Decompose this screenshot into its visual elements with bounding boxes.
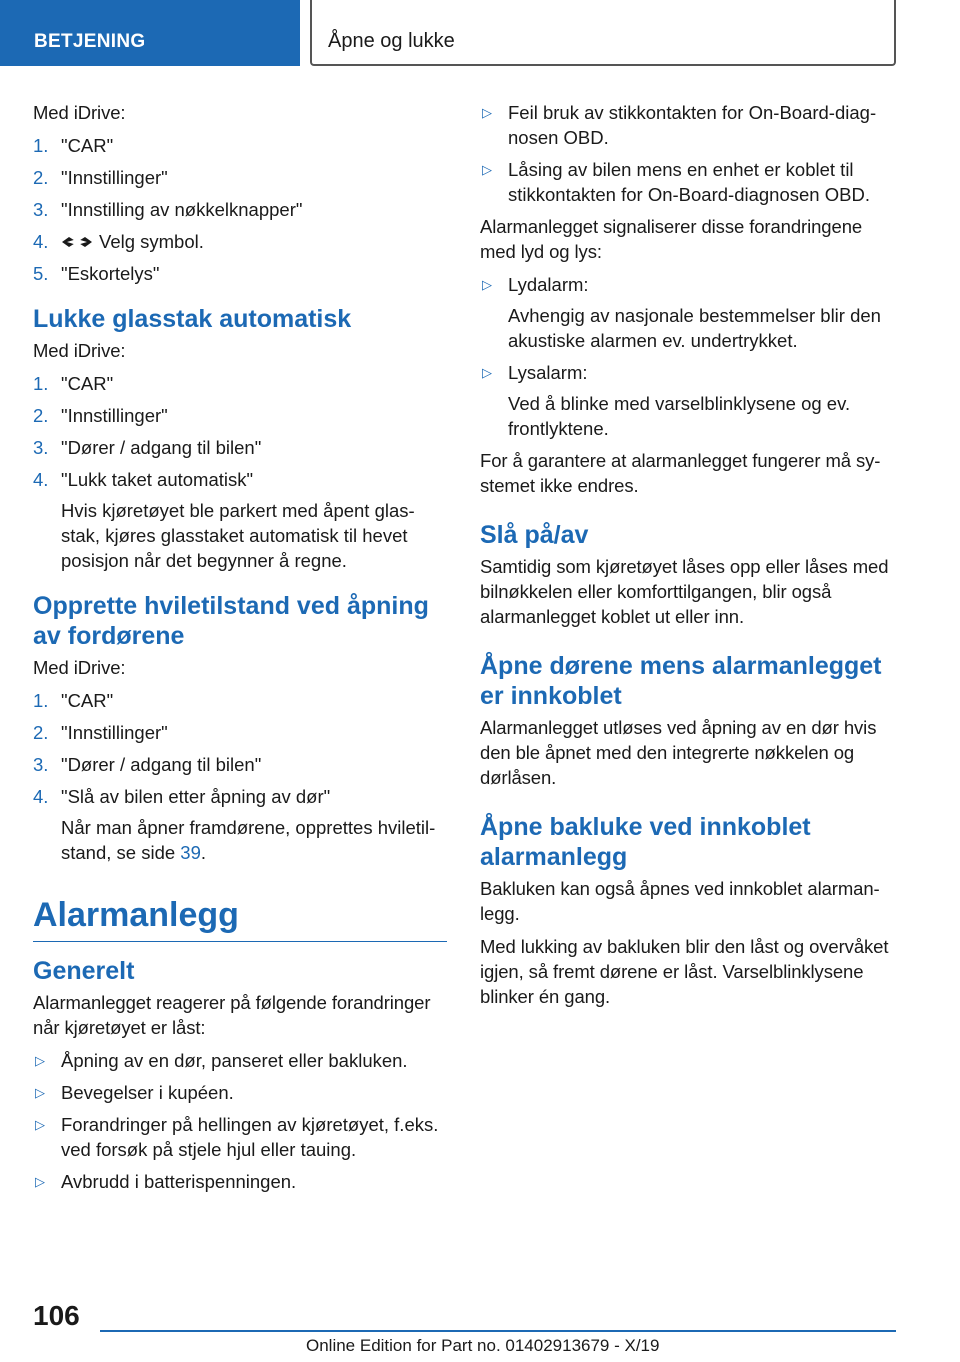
steps-list-2 [33,371,447,573]
page-reference-link[interactable]: 39 [180,842,201,863]
heading-hviletilstand: Opprette hviletilstand ved åpning av fordørene [33,592,429,650]
bullet-text: Bevegelser i kupéen. [61,1082,234,1103]
step-number: 1. [33,135,49,156]
list-item [33,1080,447,1105]
intro-idrive-2: Med iDrive: [33,340,126,361]
footer-divider [100,1330,896,1332]
step-number: 3. [33,754,49,775]
heading-aapne-bakluke: Åpne bakluke ved innkoblet alarmanlegg [480,813,811,871]
generelt-text: Alarmanlegget reagerer på følgende forandringer når kjøretøyet er låst: [33,992,431,1038]
step-text: "Lukk taket automatisk" [61,469,254,490]
intro-idrive-1: Med iDrive: [33,102,126,123]
triangle-right-icon: ▷ [35,1117,45,1132]
list-item [33,1048,447,1073]
list-item [480,100,896,150]
step-number: 3. [33,437,49,458]
step-text: "Eskortelys" [61,263,160,284]
step-number: 2. [33,405,49,426]
step-note: Hvis kjøretøyet ble parkert med åpent glasstak, kjøres glasstaket automatisk til hevet posisjon når det begynner å regne. [61,500,415,571]
heading-slaa-paa-av: Slå på/av [480,521,589,549]
footer-edition: Online Edition for Part no. 01402913679 - X/19 [306,1336,660,1355]
dorene-text: Alarmanlegget utløses ved åpning av en dør hvis den ble åpnet med den integrerte nøkkelen og dørlåsen. [480,717,877,788]
step-text: "Innstillinger" [61,167,168,188]
step-text: "CAR" [61,690,114,711]
heading-glasstak: Lukke glasstak automatisk [33,305,352,333]
bullet-text: Avbrudd i batterispenningen. [61,1171,297,1192]
note-text: Når man åpner framdørene, opprettes hviletilstand, se side [61,817,436,863]
note-end: . [200,842,207,863]
step-number: 4. [33,786,49,807]
triangle-right-icon: ▷ [35,1085,45,1100]
triangle-right-icon: ▷ [35,1174,45,1189]
list-item [33,720,447,745]
steps-list-3 [33,688,447,865]
list-item [33,261,447,286]
bullet-text: Forandringer på hellingen av kjøretøyet, f.eks. ved forsøk på stjele hjul eller tauing. [61,1114,439,1160]
right-column [480,100,896,1017]
list-item [33,1112,447,1162]
list-item [33,165,447,190]
signal-text: Alarmanlegget signaliserer disse forandringene med lyd og lys: [480,216,863,262]
alarm-triggers-list [33,1048,447,1194]
triangle-right-icon: ▷ [35,1053,45,1068]
step-number: 2. [33,167,49,188]
list-item [33,229,447,254]
steps-list-1 [33,133,447,286]
slaa-text: Samtidig som kjøretøyet låses opp eller låses med bilnøkkelen eller komforttilgangen, blir også alarmanlegget koblet ut eller inn. [480,556,889,627]
step-text: "Innstilling av nøkkelknapper" [61,199,303,220]
alarm-triggers-list-cont [480,100,896,207]
guarantee-text: For å garantere at alarmanlegget fungerer må systemet ikke endres. [480,450,881,496]
signal-label: Lysalarm: [508,362,588,383]
bullet-text: Åpning av en dør, panseret eller bakluken. [61,1050,408,1071]
heading-aapne-dorene: Åpne dørene mens alarmanlegget er innkoblet [480,652,882,710]
bullet-text: Låsing av bilen mens en enhet er koblet til stikkontakten for On-Board-diagnosen OBD. [508,159,870,205]
left-column [33,100,447,1201]
heading-generelt: Generelt [33,957,135,985]
triangle-right-icon: ▷ [482,105,492,120]
list-item [33,371,447,396]
page-number: 106 [33,1300,80,1331]
list-item [33,1169,447,1194]
triangle-right-icon: ▷ [482,365,492,380]
list-item [33,752,447,777]
key-button-symbol-icon [61,235,93,249]
step-text: "CAR" [61,373,114,394]
list-item [33,435,447,460]
list-item [33,467,447,573]
list-item [33,197,447,222]
chapter-title: Åpne og lukke [310,0,896,66]
intro-idrive-3: Med iDrive: [33,657,126,678]
list-item [33,133,447,158]
step-number: 2. [33,722,49,743]
step-note [61,815,447,865]
step-number: 1. [33,690,49,711]
list-item [480,157,896,207]
step-text: "Innstillinger" [61,405,168,426]
list-item [33,784,447,865]
list-item [33,403,447,428]
signal-note: Ved å blinke med varselblinklysene og ev. frontlyktene. [508,393,851,439]
bakluke-text-1: Bakluken kan også åpnes ved innkoblet alarmanlegg. [480,878,880,924]
step-text: "Slå av bilen etter åpning av dør" [61,786,331,807]
step-number: 3. [33,199,49,220]
section-tab: BETJENING [0,0,300,66]
list-item [480,272,896,353]
step-text: "Dører / adgang til bilen" [61,754,262,775]
step-number: 4. [33,469,49,490]
page-header [0,0,960,66]
triangle-right-icon: ▷ [482,162,492,177]
bullet-text: Feil bruk av stikkontakten for On-Board-diagnosen OBD. [508,102,877,148]
step-text: "CAR" [61,135,114,156]
list-item [33,688,447,713]
list-item [480,360,896,441]
signal-note: Avhengig av nasjonale bestemmelser blir den akustiske alarmen ev. undertrykket. [508,305,881,351]
signal-label: Lydalarm: [508,274,589,295]
signal-list [480,272,896,441]
bakluke-text-2: Med lukking av bakluken blir den låst og overvåket igjen, så fremt dørene er låst. Varselblinklysene blinker én gang. [480,936,889,1007]
step-number: 4. [33,231,49,252]
step-text: "Dører / adgang til bilen" [61,437,262,458]
step-text: Velg symbol. [99,231,204,252]
heading-alarmanlegg: Alarmanlegg [33,895,447,942]
step-number: 5. [33,263,49,284]
triangle-right-icon: ▷ [482,277,492,292]
step-number: 1. [33,373,49,394]
step-text: "Innstillinger" [61,722,168,743]
